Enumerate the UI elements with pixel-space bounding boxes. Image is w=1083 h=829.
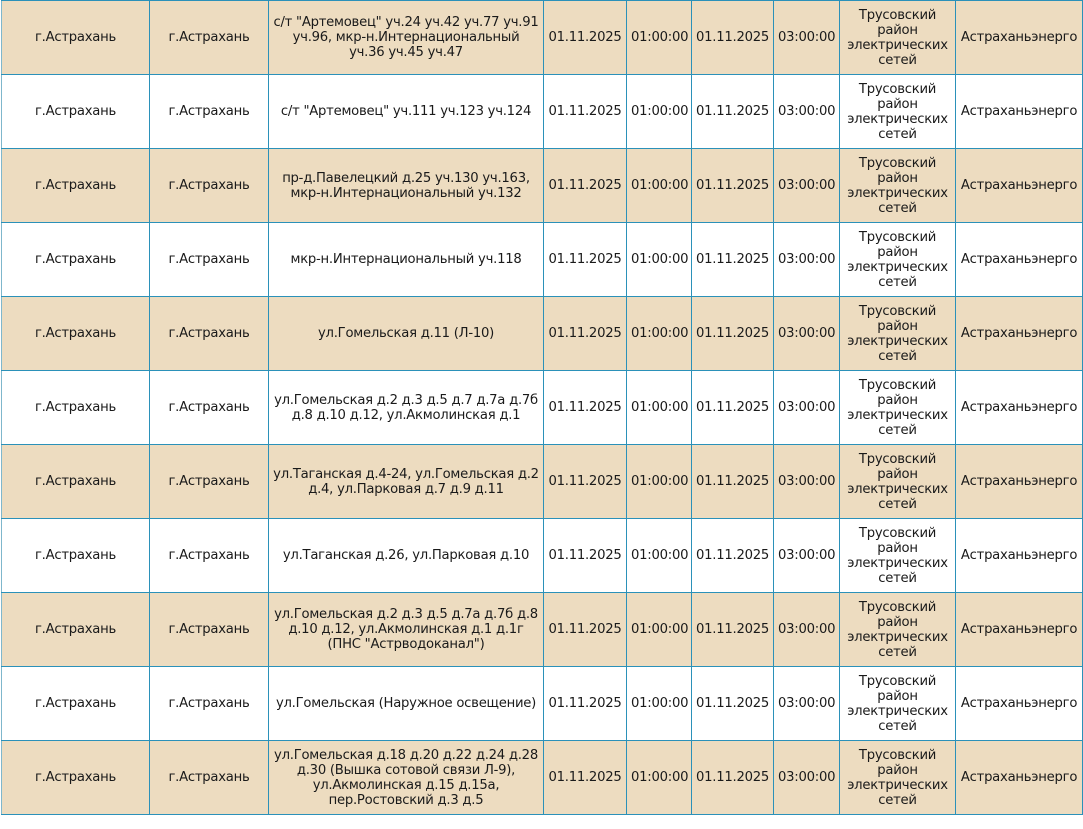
company-cell: Астраханьэнерго xyxy=(956,445,1083,519)
end-date-cell: 01.11.2025 xyxy=(692,75,774,149)
address-cell: мкр-н.Интернациональный уч.118 xyxy=(269,223,544,297)
start-time-cell: 01:00:00 xyxy=(627,223,692,297)
start-date-cell: 01.11.2025 xyxy=(544,371,627,445)
company-cell: Астраханьэнерго xyxy=(956,741,1083,815)
start-time-cell: 01:00:00 xyxy=(627,371,692,445)
region-cell: г.Астрахань xyxy=(2,519,150,593)
address-cell: ул.Гомельская д.2 д.3 д.5 д.7 д.7а д.7б д.8 д.10 д.12, ул.Акмолинская д.1 xyxy=(269,371,544,445)
locality-cell: г.Астрахань xyxy=(150,593,269,667)
department-cell: Трусовский район электрических сетей xyxy=(840,667,956,741)
table-row xyxy=(2,519,1083,593)
address-cell: ул.Таганская д.26, ул.Парковая д.10 xyxy=(269,519,544,593)
locality-cell: г.Астрахань xyxy=(150,149,269,223)
table-row xyxy=(2,223,1083,297)
region-cell: г.Астрахань xyxy=(2,223,150,297)
start-time-cell: 01:00:00 xyxy=(627,1,692,75)
start-date-cell: 01.11.2025 xyxy=(544,223,627,297)
locality-cell: г.Астрахань xyxy=(150,1,269,75)
start-date-cell: 01.11.2025 xyxy=(544,297,627,371)
region-cell: г.Астрахань xyxy=(2,445,150,519)
locality-cell: г.Астрахань xyxy=(150,445,269,519)
address-cell: ул.Гомельская д.11 (Л-10) xyxy=(269,297,544,371)
company-cell: Астраханьэнерго xyxy=(956,519,1083,593)
locality-cell: г.Астрахань xyxy=(150,223,269,297)
locality-cell: г.Астрахань xyxy=(150,75,269,149)
address-cell: с/т "Артемовец" уч.111 уч.123 уч.124 xyxy=(269,75,544,149)
locality-cell: г.Астрахань xyxy=(150,519,269,593)
region-cell: г.Астрахань xyxy=(2,593,150,667)
company-cell: Астраханьэнерго xyxy=(956,223,1083,297)
department-cell: Трусовский район электрических сетей xyxy=(840,1,956,75)
end-date-cell: 01.11.2025 xyxy=(692,371,774,445)
end-time-cell: 03:00:00 xyxy=(774,519,840,593)
department-cell: Трусовский район электрических сетей xyxy=(840,741,956,815)
company-cell: Астраханьэнерго xyxy=(956,1,1083,75)
department-cell: Трусовский район электрических сетей xyxy=(840,149,956,223)
end-date-cell: 01.11.2025 xyxy=(692,223,774,297)
company-cell: Астраханьэнерго xyxy=(956,371,1083,445)
department-cell: Трусовский район электрических сетей xyxy=(840,519,956,593)
department-cell: Трусовский район электрических сетей xyxy=(840,223,956,297)
address-cell: с/т "Артемовец" уч.24 уч.42 уч.77 уч.91 уч.96, мкр-н.Интернациональный уч.36 уч.45 уч.47 xyxy=(269,1,544,75)
department-cell: Трусовский район электрических сетей xyxy=(840,297,956,371)
locality-cell: г.Астрахань xyxy=(150,371,269,445)
end-date-cell: 01.11.2025 xyxy=(692,149,774,223)
start-time-cell: 01:00:00 xyxy=(627,75,692,149)
start-date-cell: 01.11.2025 xyxy=(544,149,627,223)
table-body xyxy=(2,1,1083,815)
department-cell: Трусовский район электрических сетей xyxy=(840,593,956,667)
end-time-cell: 03:00:00 xyxy=(774,667,840,741)
table-row xyxy=(2,667,1083,741)
outage-schedule-table xyxy=(1,0,1083,815)
end-time-cell: 03:00:00 xyxy=(774,297,840,371)
region-cell: г.Астрахань xyxy=(2,149,150,223)
start-date-cell: 01.11.2025 xyxy=(544,593,627,667)
end-time-cell: 03:00:00 xyxy=(774,741,840,815)
start-date-cell: 01.11.2025 xyxy=(544,667,627,741)
end-time-cell: 03:00:00 xyxy=(774,1,840,75)
company-cell: Астраханьэнерго xyxy=(956,593,1083,667)
end-time-cell: 03:00:00 xyxy=(774,223,840,297)
end-date-cell: 01.11.2025 xyxy=(692,667,774,741)
start-time-cell: 01:00:00 xyxy=(627,149,692,223)
company-cell: Астраханьэнерго xyxy=(956,149,1083,223)
department-cell: Трусовский район электрических сетей xyxy=(840,371,956,445)
end-time-cell: 03:00:00 xyxy=(774,371,840,445)
table-row xyxy=(2,149,1083,223)
end-time-cell: 03:00:00 xyxy=(774,75,840,149)
start-date-cell: 01.11.2025 xyxy=(544,519,627,593)
start-time-cell: 01:00:00 xyxy=(627,297,692,371)
start-date-cell: 01.11.2025 xyxy=(544,1,627,75)
end-date-cell: 01.11.2025 xyxy=(692,741,774,815)
department-cell: Трусовский район электрических сетей xyxy=(840,75,956,149)
address-cell: ул.Гомельская д.18 д.20 д.22 д.24 д.28 д.30 (Вышка сотовой связи Л-9), ул.Акмолинская д.15 д.15а, пер.Ростовский д.3 д.5 xyxy=(269,741,544,815)
start-time-cell: 01:00:00 xyxy=(627,445,692,519)
end-time-cell: 03:00:00 xyxy=(774,149,840,223)
start-time-cell: 01:00:00 xyxy=(627,593,692,667)
table-row xyxy=(2,741,1083,815)
table-row xyxy=(2,445,1083,519)
end-time-cell: 03:00:00 xyxy=(774,445,840,519)
region-cell: г.Астрахань xyxy=(2,741,150,815)
start-time-cell: 01:00:00 xyxy=(627,519,692,593)
region-cell: г.Астрахань xyxy=(2,1,150,75)
start-date-cell: 01.11.2025 xyxy=(544,75,627,149)
locality-cell: г.Астрахань xyxy=(150,667,269,741)
region-cell: г.Астрахань xyxy=(2,75,150,149)
end-date-cell: 01.11.2025 xyxy=(692,1,774,75)
start-date-cell: 01.11.2025 xyxy=(544,445,627,519)
end-time-cell: 03:00:00 xyxy=(774,593,840,667)
company-cell: Астраханьэнерго xyxy=(956,667,1083,741)
table-row xyxy=(2,1,1083,75)
region-cell: г.Астрахань xyxy=(2,371,150,445)
start-time-cell: 01:00:00 xyxy=(627,741,692,815)
address-cell: ул.Гомельская д.2 д.3 д.5 д.7а д.7б д.8 д.10 д.12, ул.Акмолинская д.1 д.1г (ПНС "Астрводоканал") xyxy=(269,593,544,667)
end-date-cell: 01.11.2025 xyxy=(692,593,774,667)
locality-cell: г.Астрахань xyxy=(150,297,269,371)
address-cell: ул.Таганская д.4-24, ул.Гомельская д.2 д.4, ул.Парковая д.7 д.9 д.11 xyxy=(269,445,544,519)
end-date-cell: 01.11.2025 xyxy=(692,445,774,519)
region-cell: г.Астрахань xyxy=(2,297,150,371)
table-row xyxy=(2,75,1083,149)
start-date-cell: 01.11.2025 xyxy=(544,741,627,815)
end-date-cell: 01.11.2025 xyxy=(692,519,774,593)
end-date-cell: 01.11.2025 xyxy=(692,297,774,371)
department-cell: Трусовский район электрических сетей xyxy=(840,445,956,519)
locality-cell: г.Астрахань xyxy=(150,741,269,815)
start-time-cell: 01:00:00 xyxy=(627,667,692,741)
region-cell: г.Астрахань xyxy=(2,667,150,741)
table-row xyxy=(2,593,1083,667)
address-cell: пр-д.Павелецкий д.25 уч.130 уч.163, мкр-н.Интернациональный уч.132 xyxy=(269,149,544,223)
company-cell: Астраханьэнерго xyxy=(956,75,1083,149)
address-cell: ул.Гомельская (Наружное освещение) xyxy=(269,667,544,741)
table-row xyxy=(2,371,1083,445)
company-cell: Астраханьэнерго xyxy=(956,297,1083,371)
table-row xyxy=(2,297,1083,371)
